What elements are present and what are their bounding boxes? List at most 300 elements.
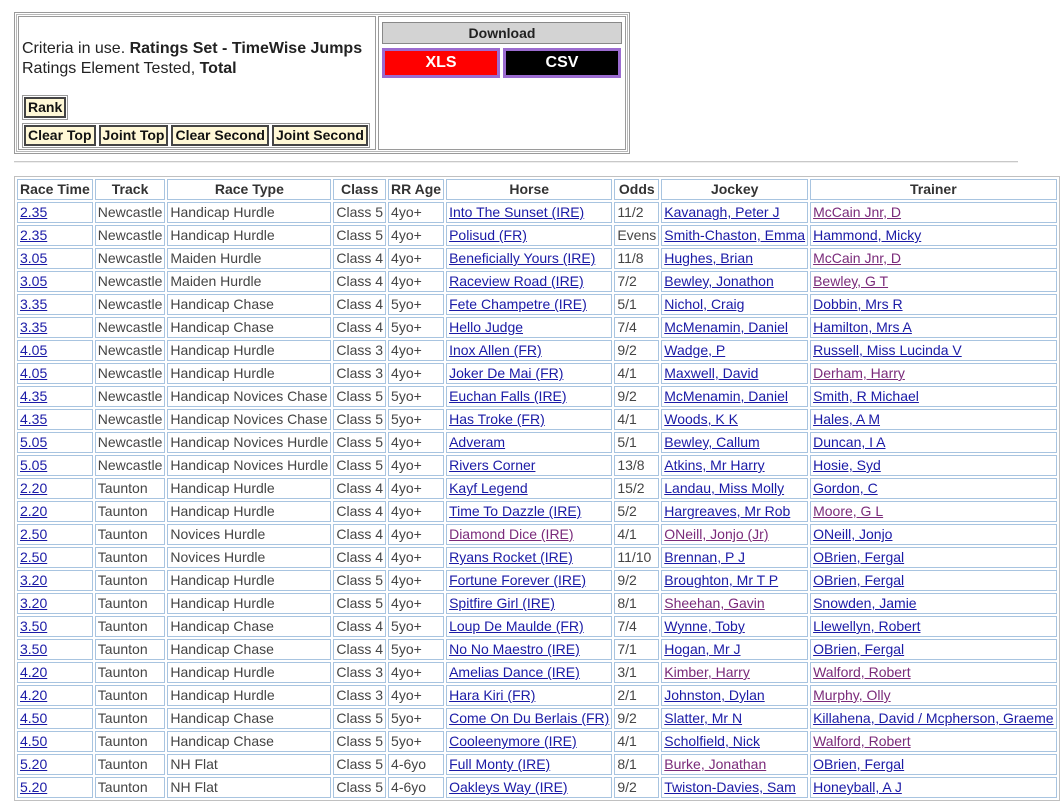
horse-cell	[446, 708, 612, 729]
race-time-link[interactable]: 2.50	[20, 549, 48, 565]
race-type-cell: Handicap Chase	[167, 731, 331, 752]
jockey-link[interactable]: Wadge, P	[664, 342, 726, 358]
race-time-link[interactable]: 4.05	[20, 342, 48, 358]
trainer-cell	[810, 524, 1056, 545]
jockey-link[interactable]: Hughes, Brian	[664, 250, 753, 266]
trainer-cell	[810, 501, 1056, 522]
race-time-cell	[17, 317, 93, 338]
race-time-link[interactable]: 3.20	[20, 595, 48, 611]
table-row	[17, 386, 1057, 407]
race-type-cell: Maiden Hurdle	[167, 248, 331, 269]
rr-age-cell: 5yo+	[388, 639, 444, 660]
jockey-cell	[661, 685, 808, 706]
class-cell: Class 4	[333, 524, 386, 545]
race-type-cell: NH Flat	[167, 754, 331, 775]
rr-age-cell: 4yo+	[388, 225, 444, 246]
rank-button[interactable]: Rank	[24, 97, 66, 118]
jockey-cell	[661, 616, 808, 637]
odds-cell: 2/1	[614, 685, 659, 706]
race-time-cell	[17, 225, 93, 246]
rr-age-cell: 4yo+	[388, 363, 444, 384]
trainer-link[interactable]: OBrien, Fergal	[813, 641, 905, 657]
race-type-cell: Novices Hurdle	[167, 547, 331, 568]
trainer-link[interactable]: Derham, Harry	[813, 365, 905, 381]
horse-link[interactable]: Inox Allen (FR)	[449, 342, 542, 358]
jockey-cell	[661, 202, 808, 223]
race-type-cell: Handicap Chase	[167, 639, 331, 660]
jockey-link[interactable]: Wynne, Toby	[664, 618, 745, 634]
jockey-cell	[661, 708, 808, 729]
joint-second-button[interactable]: Joint Second	[272, 125, 368, 146]
trainer-link[interactable]: Hosie, Syd	[813, 457, 881, 473]
criteria-cell	[18, 16, 376, 150]
trainer-cell	[810, 386, 1056, 407]
track-cell: Taunton	[95, 777, 166, 798]
class-cell: Class 5	[333, 754, 386, 775]
jockey-link[interactable]: Maxwell, David	[664, 365, 759, 381]
race-time-cell	[17, 501, 93, 522]
rr-age-cell: 4yo+	[388, 570, 444, 591]
criteria-panel	[14, 12, 630, 154]
jockey-cell	[661, 271, 808, 292]
jockey-link[interactable]: Broughton, Mr T P	[664, 572, 779, 588]
trainer-link[interactable]: Honeyball, A J	[813, 779, 902, 795]
horse-cell	[446, 570, 612, 591]
class-cell: Class 4	[333, 294, 386, 315]
rr-age-cell: 5yo+	[388, 317, 444, 338]
trainer-link[interactable]: Murphy, Olly	[813, 687, 891, 703]
race-time-cell	[17, 547, 93, 568]
race-type-cell: Handicap Hurdle	[167, 593, 331, 614]
trainer-cell	[810, 455, 1056, 476]
jockey-link[interactable]: Kimber, Harry	[664, 664, 750, 680]
jockey-link[interactable]: Hogan, Mr J	[664, 641, 741, 657]
rr-age-cell: 5yo+	[388, 294, 444, 315]
odds-cell: 9/2	[614, 777, 659, 798]
table-row	[17, 777, 1057, 798]
race-time-cell	[17, 731, 93, 752]
rr-age-cell: 5yo+	[388, 731, 444, 752]
race-time-link[interactable]: 5.05	[20, 457, 48, 473]
jockey-link[interactable]: Bewley, Callum	[664, 434, 760, 450]
horse-cell	[446, 662, 612, 683]
race-time-link[interactable]: 2.20	[20, 480, 48, 496]
horse-cell	[446, 363, 612, 384]
horse-cell	[446, 340, 612, 361]
class-cell: Class 4	[333, 616, 386, 637]
race-time-link[interactable]: 3.35	[20, 319, 48, 335]
race-time-link[interactable]: 2.50	[20, 526, 48, 542]
race-time-link[interactable]: 5.20	[20, 779, 48, 795]
table-row	[17, 593, 1057, 614]
race-time-link[interactable]: 2.35	[20, 227, 48, 243]
race-time-link[interactable]: 4.35	[20, 388, 48, 404]
race-time-cell	[17, 639, 93, 660]
csv-download-button[interactable]: CSV	[503, 48, 621, 78]
track-cell: Newcastle	[95, 363, 166, 384]
trainer-link[interactable]: Hammond, Micky	[813, 227, 922, 243]
race-time-link[interactable]: 3.50	[20, 641, 48, 657]
race-type-cell: Handicap Chase	[167, 708, 331, 729]
horse-link[interactable]: Joker De Mai (FR)	[449, 365, 564, 381]
race-type-cell: Handicap Hurdle	[167, 363, 331, 384]
race-time-cell	[17, 708, 93, 729]
col-race-type: Race Type	[167, 179, 331, 200]
trainer-cell	[810, 340, 1056, 361]
trainer-cell	[810, 409, 1056, 430]
horse-cell	[446, 225, 612, 246]
jockey-cell	[661, 754, 808, 775]
class-cell: Class 5	[333, 409, 386, 430]
class-cell: Class 5	[333, 708, 386, 729]
track-cell: Taunton	[95, 708, 166, 729]
horse-cell	[446, 754, 612, 775]
table-row	[17, 501, 1057, 522]
race-type-cell: Handicap Novices Chase	[167, 409, 331, 430]
race-time-link[interactable]: 2.20	[20, 503, 48, 519]
class-cell: Class 3	[333, 662, 386, 683]
class-cell: Class 5	[333, 731, 386, 752]
track-cell: Taunton	[95, 501, 166, 522]
rr-age-cell: 5yo+	[388, 708, 444, 729]
trainer-link[interactable]: Walford, Robert	[813, 733, 911, 749]
track-cell: Newcastle	[95, 225, 166, 246]
trainer-link[interactable]: Russell, Miss Lucinda V	[813, 342, 962, 358]
trainer-link[interactable]: Bewley, G T	[813, 273, 889, 289]
horse-cell	[446, 202, 612, 223]
trainer-link[interactable]: Killahena, David / Mcpherson, Graeme	[813, 710, 1054, 726]
race-time-link[interactable]: 4.20	[20, 687, 48, 703]
track-cell: Taunton	[95, 685, 166, 706]
horse-link[interactable]: Cooleenymore (IRE)	[449, 733, 577, 749]
trainer-cell	[810, 777, 1056, 798]
horse-cell	[446, 432, 612, 453]
horse-link[interactable]: Amelias Dance (IRE)	[449, 664, 580, 680]
horse-link[interactable]: Ryans Rocket (IRE)	[449, 549, 573, 565]
race-type-cell: Handicap Hurdle	[167, 501, 331, 522]
trainer-link[interactable]: Hamilton, Mrs A	[813, 319, 912, 335]
jockey-link[interactable]: Scholfield, Nick	[664, 733, 760, 749]
jockey-cell	[661, 731, 808, 752]
odds-cell: 3/1	[614, 662, 659, 683]
table-row	[17, 432, 1057, 453]
jockey-link[interactable]: Kavanagh, Peter J	[664, 204, 780, 220]
rr-age-cell: 5yo+	[388, 386, 444, 407]
col-class: Class	[333, 179, 386, 200]
trainer-link[interactable]: OBrien, Fergal	[813, 572, 905, 588]
horse-cell	[446, 524, 612, 545]
race-time-link[interactable]: 4.35	[20, 411, 48, 427]
track-cell: Taunton	[95, 547, 166, 568]
horse-cell	[446, 547, 612, 568]
jockey-link[interactable]: McMenamin, Daniel	[664, 388, 788, 404]
odds-cell: 7/2	[614, 271, 659, 292]
trainer-cell	[810, 547, 1056, 568]
race-type-cell: Handicap Hurdle	[167, 570, 331, 591]
rr-age-cell: 4yo+	[388, 478, 444, 499]
track-cell: Newcastle	[95, 248, 166, 269]
trainer-link[interactable]: ONeill, Jonjo	[813, 526, 893, 542]
race-type-cell: Handicap Hurdle	[167, 685, 331, 706]
odds-cell: 7/1	[614, 639, 659, 660]
horse-cell	[446, 271, 612, 292]
trainer-cell	[810, 202, 1056, 223]
race-time-cell	[17, 478, 93, 499]
race-type-cell: Handicap Hurdle	[167, 340, 331, 361]
trainer-cell	[810, 685, 1056, 706]
horse-link[interactable]: Has Troke (FR)	[449, 411, 545, 427]
trainer-cell	[810, 363, 1056, 384]
horse-link[interactable]: Beneficially Yours (IRE)	[449, 250, 596, 266]
jockey-cell	[661, 570, 808, 591]
race-time-link[interactable]: 4.05	[20, 365, 48, 381]
jockey-cell	[661, 363, 808, 384]
race-time-link[interactable]: 3.50	[20, 618, 48, 634]
jockey-link[interactable]: Bewley, Jonathon	[664, 273, 774, 289]
odds-cell: Evens	[614, 225, 659, 246]
jockey-link[interactable]: Burke, Jonathan	[664, 756, 767, 772]
trainer-cell	[810, 432, 1056, 453]
track-cell: Newcastle	[95, 386, 166, 407]
horse-link[interactable]: Into The Sunset (IRE)	[449, 204, 585, 220]
horse-cell	[446, 731, 612, 752]
clear-top-button[interactable]: Clear Top	[24, 125, 96, 146]
horse-link[interactable]: Polisud (FR)	[449, 227, 527, 243]
jockey-cell	[661, 501, 808, 522]
race-time-cell	[17, 662, 93, 683]
criteria-prefix: Criteria in use.	[22, 40, 130, 57]
rr-age-cell: 4yo+	[388, 202, 444, 223]
table-row	[17, 662, 1057, 683]
rr-age-cell: 4yo+	[388, 340, 444, 361]
trainer-cell	[810, 271, 1056, 292]
race-time-link[interactable]: 4.50	[20, 733, 48, 749]
trainer-link[interactable]: McCain Jnr, D	[813, 204, 902, 220]
rank-group	[22, 95, 68, 120]
horse-link[interactable]: Adveram	[449, 434, 506, 450]
race-time-link[interactable]: 4.50	[20, 710, 48, 726]
rr-age-cell: 4-6yo	[388, 754, 444, 775]
rr-age-cell: 4yo+	[388, 248, 444, 269]
horse-link[interactable]: Come On Du Berlais (FR)	[449, 710, 610, 726]
col-race-time: Race Time	[17, 179, 93, 200]
race-time-link[interactable]: 3.20	[20, 572, 48, 588]
trainer-link[interactable]: OBrien, Fergal	[813, 549, 905, 565]
table-row	[17, 616, 1057, 637]
race-type-cell: Maiden Hurdle	[167, 271, 331, 292]
trainer-link[interactable]: Gordon, C	[813, 480, 878, 496]
col-odds: Odds	[614, 179, 659, 200]
odds-cell: 7/4	[614, 616, 659, 637]
horse-link[interactable]: Oakleys Way (IRE)	[449, 779, 568, 795]
jockey-link[interactable]: Sheehan, Gavin	[664, 595, 765, 611]
horse-cell	[446, 248, 612, 269]
race-time-cell	[17, 616, 93, 637]
trainer-link[interactable]: Duncan, I A	[813, 434, 886, 450]
class-cell: Class 3	[333, 340, 386, 361]
race-time-link[interactable]: 5.20	[20, 756, 48, 772]
horse-link[interactable]: Raceview Road (IRE)	[449, 273, 584, 289]
table-row	[17, 202, 1057, 223]
horse-link[interactable]: Rivers Corner	[449, 457, 536, 473]
horse-link[interactable]: No No Maestro (IRE)	[449, 641, 580, 657]
odds-cell: 9/2	[614, 570, 659, 591]
trainer-link[interactable]: Moore, G L	[813, 503, 884, 519]
odds-cell: 9/2	[614, 708, 659, 729]
horse-link[interactable]: Fortune Forever (IRE)	[449, 572, 587, 588]
race-time-link[interactable]: 2.35	[20, 204, 48, 220]
odds-cell: 9/2	[614, 386, 659, 407]
trainer-link[interactable]: Snowden, Jamie	[813, 595, 917, 611]
odds-cell: 4/1	[614, 731, 659, 752]
horse-link[interactable]: Euchan Falls (IRE)	[449, 388, 567, 404]
jockey-link[interactable]: Brennan, P J	[664, 549, 745, 565]
table-row	[17, 294, 1057, 315]
joint-top-button[interactable]: Joint Top	[99, 125, 169, 146]
horse-link[interactable]: Spitfire Girl (IRE)	[449, 595, 555, 611]
criteria-text	[22, 39, 362, 79]
class-cell: Class 3	[333, 685, 386, 706]
trainer-link[interactable]: Hales, A M	[813, 411, 881, 427]
jockey-cell	[661, 248, 808, 269]
trainer-link[interactable]: Llewellyn, Robert	[813, 618, 921, 634]
track-cell: Taunton	[95, 593, 166, 614]
jockey-link[interactable]: Woods, K K	[664, 411, 738, 427]
race-type-cell: Handicap Hurdle	[167, 225, 331, 246]
trainer-cell	[810, 248, 1056, 269]
jockey-cell	[661, 662, 808, 683]
jockey-link[interactable]: Nichol, Craig	[664, 296, 745, 312]
odds-cell: 11/8	[614, 248, 659, 269]
race-time-cell	[17, 432, 93, 453]
col-rr-age: RR Age	[388, 179, 444, 200]
jockey-cell	[661, 432, 808, 453]
track-cell: Newcastle	[95, 317, 166, 338]
trainer-link[interactable]: McCain Jnr, D	[813, 250, 902, 266]
trainer-link[interactable]: Smith, R Michael	[813, 388, 919, 404]
horse-cell	[446, 777, 612, 798]
race-time-link[interactable]: 5.05	[20, 434, 48, 450]
trainer-link[interactable]: Walford, Robert	[813, 664, 911, 680]
race-time-cell	[17, 593, 93, 614]
horse-cell	[446, 386, 612, 407]
race-time-cell	[17, 386, 93, 407]
col-track: Track	[95, 179, 166, 200]
track-cell: Newcastle	[95, 271, 166, 292]
trainer-cell	[810, 478, 1056, 499]
jockey-cell	[661, 340, 808, 361]
jockey-link[interactable]: Hargreaves, Mr Rob	[664, 503, 791, 519]
class-cell: Class 4	[333, 317, 386, 338]
horse-link[interactable]: Hara Kiri (FR)	[449, 687, 536, 703]
jockey-cell	[661, 777, 808, 798]
track-cell: Taunton	[95, 754, 166, 775]
filter-buttons	[22, 123, 370, 148]
horse-link[interactable]: Full Monty (IRE)	[449, 756, 551, 772]
table-row	[17, 685, 1057, 706]
trainer-cell	[810, 616, 1056, 637]
jockey-cell	[661, 294, 808, 315]
track-cell: Taunton	[95, 524, 166, 545]
race-type-cell: NH Flat	[167, 777, 331, 798]
odds-cell: 8/1	[614, 754, 659, 775]
class-cell: Class 3	[333, 363, 386, 384]
jockey-link[interactable]: Landau, Miss Molly	[664, 480, 785, 496]
jockey-cell	[661, 317, 808, 338]
rr-age-cell: 5yo+	[388, 616, 444, 637]
race-type-cell: Handicap Hurdle	[167, 662, 331, 683]
clear-second-button[interactable]: Clear Second	[171, 125, 268, 146]
jockey-cell	[661, 455, 808, 476]
track-cell: Taunton	[95, 616, 166, 637]
ratings-element: Total	[199, 60, 237, 77]
trainer-link[interactable]: Dobbin, Mrs R	[813, 296, 903, 312]
jockey-link[interactable]: Slatter, Mr N	[664, 710, 743, 726]
race-time-cell	[17, 294, 93, 315]
table-row	[17, 455, 1057, 476]
race-time-link[interactable]: 3.05	[20, 273, 48, 289]
odds-cell: 11/2	[614, 202, 659, 223]
jockey-link[interactable]: McMenamin, Daniel	[664, 319, 788, 335]
horse-cell	[446, 593, 612, 614]
jockey-link[interactable]: Smith-Chaston, Emma	[664, 227, 806, 243]
jockey-link[interactable]: Twiston-Davies, Sam	[664, 779, 796, 795]
horse-link[interactable]: Loup De Maulde (FR)	[449, 618, 584, 634]
trainer-cell	[810, 639, 1056, 660]
race-time-cell	[17, 363, 93, 384]
class-cell: Class 5	[333, 455, 386, 476]
race-time-link[interactable]: 4.20	[20, 664, 48, 680]
table-row	[17, 754, 1057, 775]
horse-link[interactable]: Kayf Legend	[449, 480, 528, 496]
race-time-cell	[17, 570, 93, 591]
horse-cell	[446, 478, 612, 499]
table-row	[17, 409, 1057, 430]
element-prefix: Ratings Element Tested,	[22, 60, 200, 77]
horse-link[interactable]: Diamond Dice (IRE)	[449, 526, 574, 542]
jockey-cell	[661, 593, 808, 614]
horse-link[interactable]: Time To Dazzle (IRE)	[449, 503, 582, 519]
table-row	[17, 570, 1057, 591]
odds-cell: 5/1	[614, 432, 659, 453]
xls-download-button[interactable]: XLS	[382, 48, 500, 78]
race-time-link[interactable]: 3.05	[20, 250, 48, 266]
ratings-set: Ratings Set - TimeWise Jumps	[129, 40, 363, 57]
track-cell: Newcastle	[95, 432, 166, 453]
horse-link[interactable]: Fete Champetre (IRE)	[449, 296, 587, 312]
odds-cell: 11/10	[614, 547, 659, 568]
trainer-link[interactable]: OBrien, Fergal	[813, 756, 905, 772]
class-cell: Class 4	[333, 248, 386, 269]
horse-cell	[446, 616, 612, 637]
class-cell: Class 4	[333, 478, 386, 499]
race-type-cell: Handicap Hurdle	[167, 202, 331, 223]
horse-link[interactable]: Hello Judge	[449, 319, 524, 335]
table-row	[17, 340, 1057, 361]
col-trainer: Trainer	[810, 179, 1056, 200]
horse-cell	[446, 317, 612, 338]
jockey-link[interactable]: ONeill, Jonjo (Jr)	[664, 526, 769, 542]
class-cell: Class 5	[333, 225, 386, 246]
download-cell	[378, 16, 626, 150]
jockey-cell	[661, 478, 808, 499]
race-time-link[interactable]: 3.35	[20, 296, 48, 312]
trainer-cell	[810, 754, 1056, 775]
jockey-link[interactable]: Johnston, Dylan	[664, 687, 765, 703]
jockey-link[interactable]: Atkins, Mr Harry	[664, 457, 765, 473]
track-cell: Taunton	[95, 570, 166, 591]
table-row	[17, 478, 1057, 499]
